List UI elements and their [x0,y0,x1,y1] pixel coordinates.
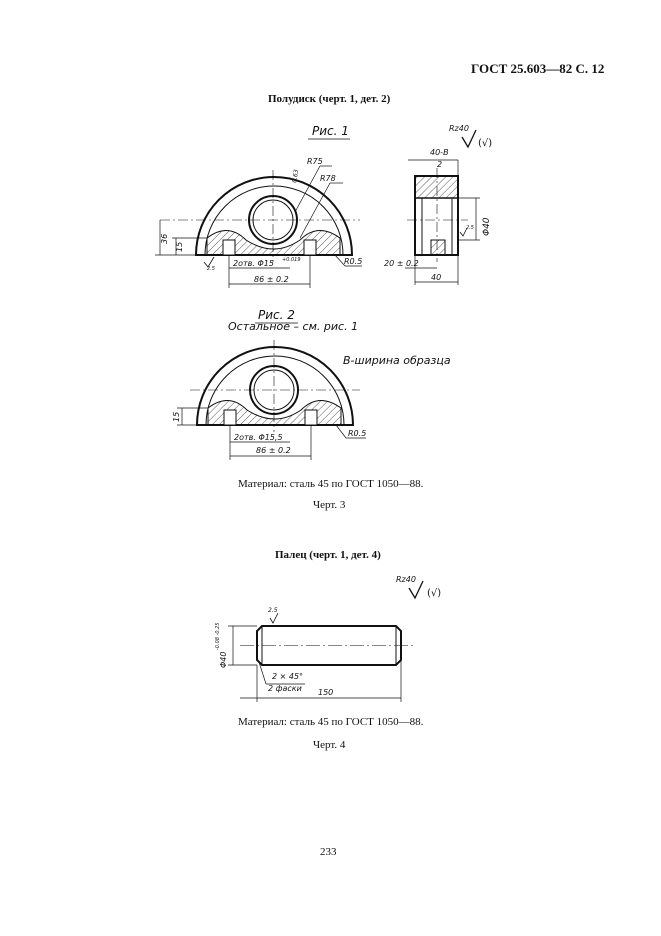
dim-holes-fig2: 2отв. Φ15,5 [234,433,283,442]
dim-25-pin: 2.5 [268,607,278,614]
dim-phi40: Φ40 [482,217,492,236]
half-disc-drawing [150,115,493,460]
dim-phi-tol: -0.08 -0.25 [215,622,221,650]
drawing-number-4: Черт. 4 [313,739,346,751]
page-number: 233 [320,846,337,858]
roughness-paren-2: (√) [427,588,442,599]
dim-chamfer-count: 2 фаски [268,684,302,693]
dim-spacing: 86 ± 0.2 [254,275,289,284]
dim-20: 20 ± 0.2 [384,259,419,268]
drawing-number-3: Черт. 3 [313,499,346,511]
dim-40-bottom: 40 [431,273,442,282]
page-header: ГОСТ 25.603—82 С. 12 [471,61,605,76]
fig2-label: Рис. 2 [258,308,295,322]
dim-r75: R75 [307,157,323,166]
dim-r05: R0.5 [344,257,363,266]
fig2-front-view [177,340,366,460]
fig1-label: Рис. 1 [312,124,349,138]
fig2-width-note: В-ширина образца [343,354,451,367]
section-title-pin: Палец (черт. 1, дет. 4) [275,549,381,561]
material-note-1: Материал: сталь 45 по ГОСТ 1050—88. [238,478,424,490]
fig1-front-view [155,166,362,288]
fig2-note: Остальное – см. рис. 1 [228,320,359,333]
dim-r78: R78 [320,174,336,183]
dim-36: 36 [160,233,169,244]
roughness-main-1: Rz40 [449,124,469,133]
dim-holes-tol: +0.019 [282,257,301,263]
dim-15: 15 [175,241,184,252]
dim-15-fig2: 15 [172,411,181,422]
roughness-main-2: Rz40 [396,575,416,584]
material-note-2: Материал: сталь 45 по ГОСТ 1050—88. [238,716,424,728]
pin-drawing [205,568,455,703]
dim-top-frac: 40-В [430,148,449,157]
dim-25-side: 2.5 [466,225,474,231]
section-title-half-disc: Полудиск (черт. 1, дет. 2) [268,93,391,105]
dim-063: 0.63 [291,168,301,184]
dim-r05-fig2: R0.5 [348,429,367,438]
roughness-paren-1: (√) [478,138,493,149]
dim-phi-pin: Φ40 [219,651,228,668]
dim-25-left: 2.5 [207,266,215,272]
dim-holes: 2отв. Φ15 [233,259,274,268]
dim-length: 150 [318,688,334,697]
dim-spacing-fig2: 86 ± 0.2 [256,446,291,455]
dim-top-frac-den: 2 [437,160,443,169]
dim-chamfer: 2 × 45° [272,672,304,681]
